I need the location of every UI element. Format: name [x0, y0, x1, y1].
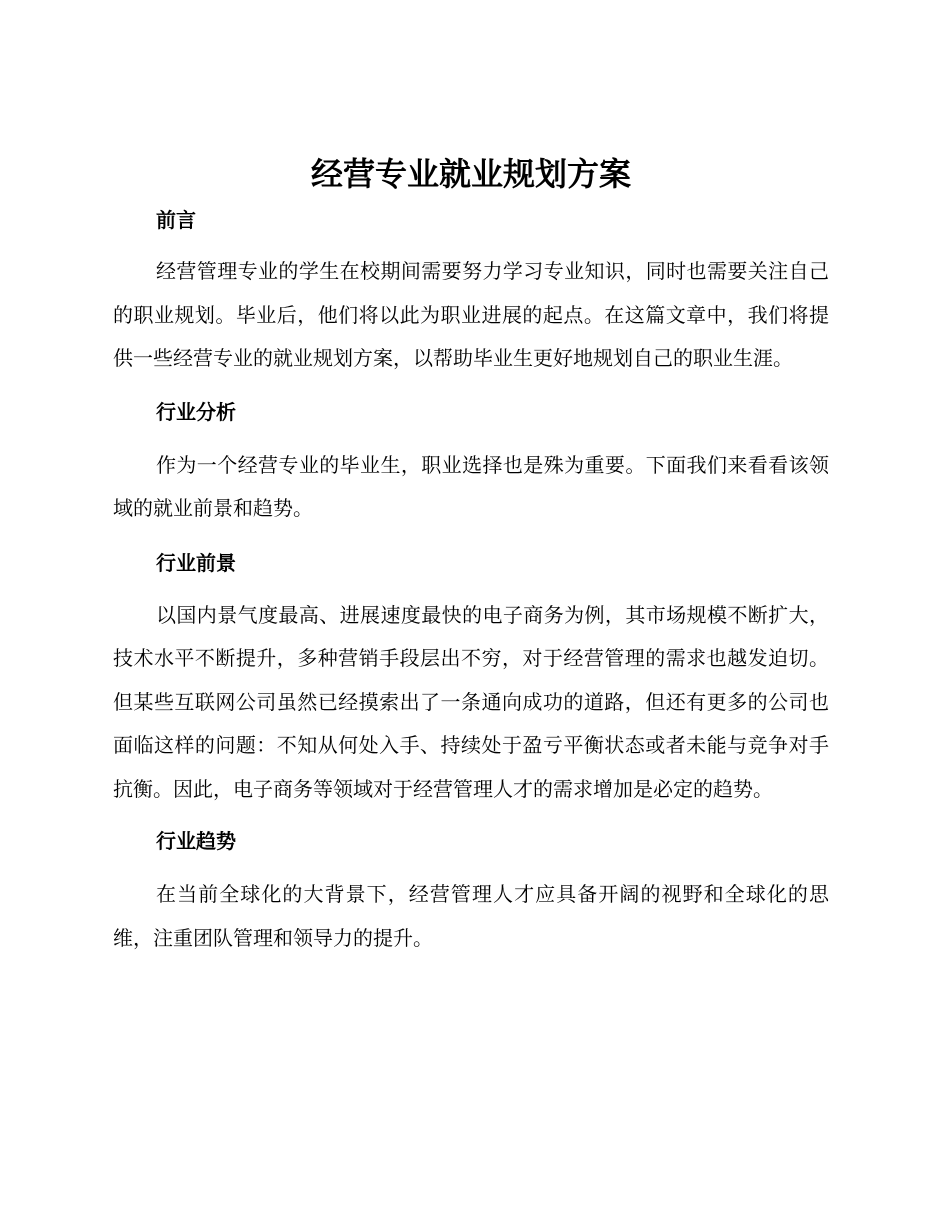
heading-industry-analysis: 行业分析 [156, 399, 236, 424]
paragraph-industry-analysis: 作为一个经营专业的毕业生，职业选择也是殊为重要。下面我们来看看该领域的就业前景和趋势。 [113, 452, 829, 520]
paragraph-preface: 经营管理专业的学生在校期间需要努力学习专业知识，同时也需要关注自己的职业规划。毕业后，他们将以此为职业进展的起点。在这篇文章中，我们将提供一些经营专业的就业规划方案，以帮助毕业生更好地规划自己的职业生涯。 [113, 259, 829, 370]
heading-industry-trend: 行业趋势 [156, 829, 236, 853]
document-body [113, 150, 829, 960]
document-title: 经营专业就业规划方案 [310, 155, 631, 193]
paragraph-industry-trend: 在当前全球化的大背景下，经营管理人才应具备开阔的视野和全球化的思维，注重团队管理和领导力的提升。 [113, 882, 829, 950]
heading-industry-outlook: 行业前景 [156, 550, 236, 575]
heading-preface: 前言 [156, 208, 196, 232]
paragraph-industry-outlook: 以国内景气度最高、进展速度最快的电子商务为例，其市场规模不断扩大，技术水平不断提升，多种营销手段层出不穷，对于经营管理的需求也越发迫切。但某些互联网公司虽然已经摸索出了一条通向成功的道路，但还有更多的公司也面临这样的问题：不知从何处入手、持续处于盈亏平衡状态或者未能与竞争对手抗衡。因此，电子商务等领域对于经营管理人才的需求增加是必定的趋势。 [113, 602, 829, 801]
